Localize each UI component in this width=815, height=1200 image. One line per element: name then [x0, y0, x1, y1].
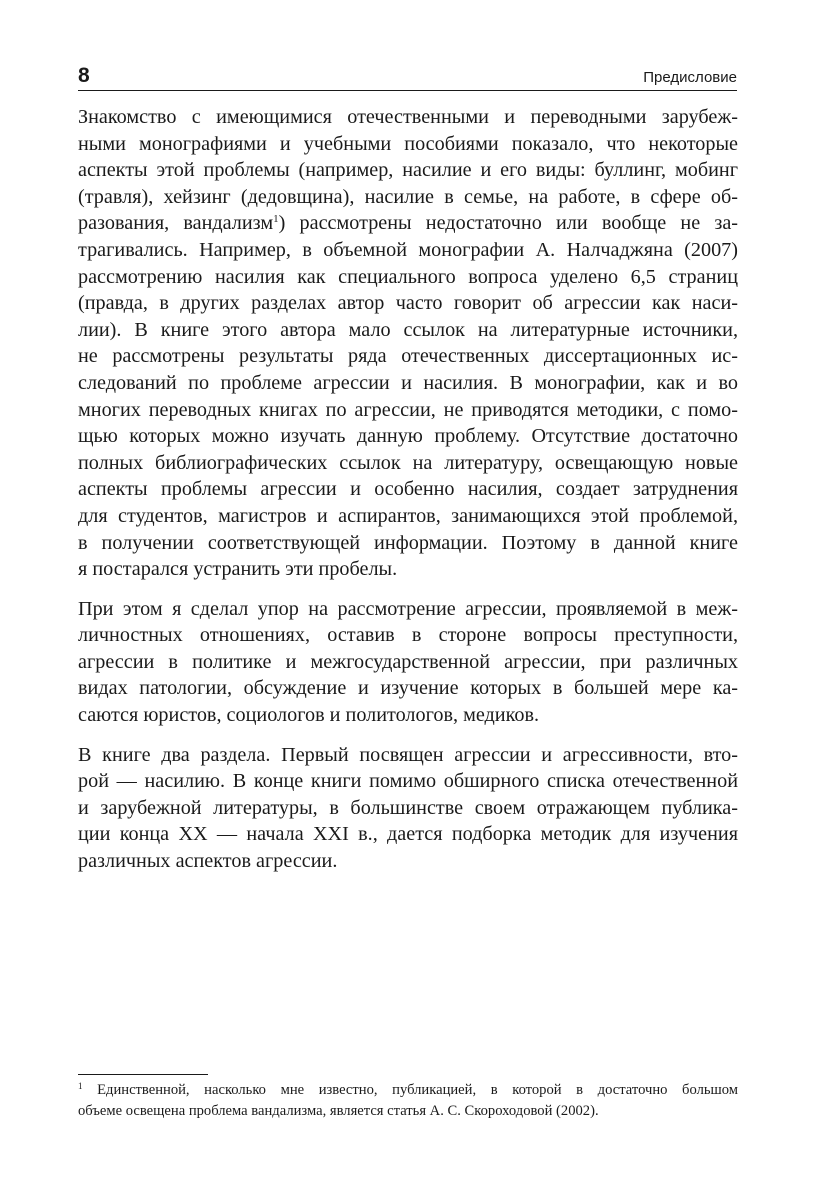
page-header: [78, 58, 737, 91]
text-line: ции конца XX — начала XXI в., дается подборка методик для изучения: [78, 823, 738, 846]
text-line: лии). В книге этого автора мало ссылок на литературные источники,: [78, 318, 738, 341]
text-line: для студентов, магистров и аспирантов, занимающихся этой проблемой,: [78, 504, 738, 527]
text-segment: Единственной, насколько мне известно, публикацией, в которой в достаточно большом: [82, 1082, 738, 1098]
footnote: [78, 1080, 738, 1121]
text-line: рой — насилию. В конце книги помимо обширного списка отечественной: [78, 770, 738, 793]
running-head: Предисловие: [643, 69, 737, 86]
text-line: Знакомство с имеющимися отечественными и переводными зарубеж-: [78, 106, 738, 128]
text-line: следований по проблеме агрессии и насилия. В монографии, как и во: [78, 371, 738, 394]
text-line: саются юристов, социологов и политологов, медиков.: [78, 704, 540, 727]
text-line: многих переводных книгах по агрессии, не приводятся методики, с помо-: [78, 398, 738, 421]
text-line: В книге два раздела. Первый посвящен агрессии и агрессивности, вто-: [78, 743, 738, 766]
text-line: При этом я сделал упор на рассмотрение агрессии, проявляемой в меж-: [78, 597, 738, 620]
footnote-separator: [78, 1074, 208, 1075]
page-number: 8: [78, 64, 90, 87]
text-line: аспекты проблемы агрессии и особенно насилия, создает затруднения: [78, 478, 738, 501]
text-line: видах патологии, обсуждение и изучение которых в большей мере ка-: [78, 677, 738, 700]
text-line: [78, 210, 738, 237]
text-line: агрессии в политике и межгосударственной агрессии, при различных: [78, 650, 738, 673]
text-segment: разования, вандализм: [78, 212, 274, 235]
text-line: щью которых можно изучать данную проблему. Отсутствие достаточно: [78, 425, 738, 448]
paragraph-2: [78, 596, 738, 729]
text-line: рассмотрению насилия как специального вопроса уделено 6,5 страниц: [78, 265, 738, 288]
main-text: [78, 104, 738, 888]
paragraph-1: [78, 104, 738, 583]
text-line: различных аспектов агрессии.: [78, 850, 338, 873]
text-line: ными монографиями и учебными пособиями показало, что некоторые: [78, 132, 738, 155]
footnote-marker: 1: [78, 1081, 83, 1091]
text-segment: ) рассмотрены недостаточно или вообще не за-: [278, 212, 738, 235]
text-line: трагивались. Например, в объемной монографии А. Налчаджяна (2007): [78, 238, 738, 261]
footnote-line: объеме освещена проблема вандализма, является статья А. С. Скороходовой (2002).: [78, 1102, 599, 1119]
text-line: (травля), хейзинг (дедовщина), насилие в семье, на работе, в сфере об-: [78, 185, 738, 208]
text-line: полных библиографических ссылок на литературу, освещающую новые: [78, 451, 738, 474]
text-line: и зарубежной литературы, в большинстве своем отражающем публика-: [78, 796, 738, 819]
text-line: я постарался устранить эти пробелы.: [78, 558, 398, 581]
text-line: личностных отношениях, оставив в стороне вопросы преступности,: [78, 624, 738, 647]
text-line: в получении соответствующей информации. Поэтому в данной книге: [78, 531, 738, 554]
paragraph-3: [78, 742, 738, 875]
text-line: (правда, в других разделах автор часто говорит об агрессии как наси-: [78, 292, 738, 315]
footnote-reference[interactable]: 1: [273, 213, 279, 226]
text-line: не рассмотрены результаты ряда отечественных диссертационных ис-: [78, 345, 738, 368]
footnote-line: [78, 1080, 738, 1101]
text-line: аспекты этой проблемы (например, насилие и его виды: буллинг, мобинг: [78, 159, 738, 182]
